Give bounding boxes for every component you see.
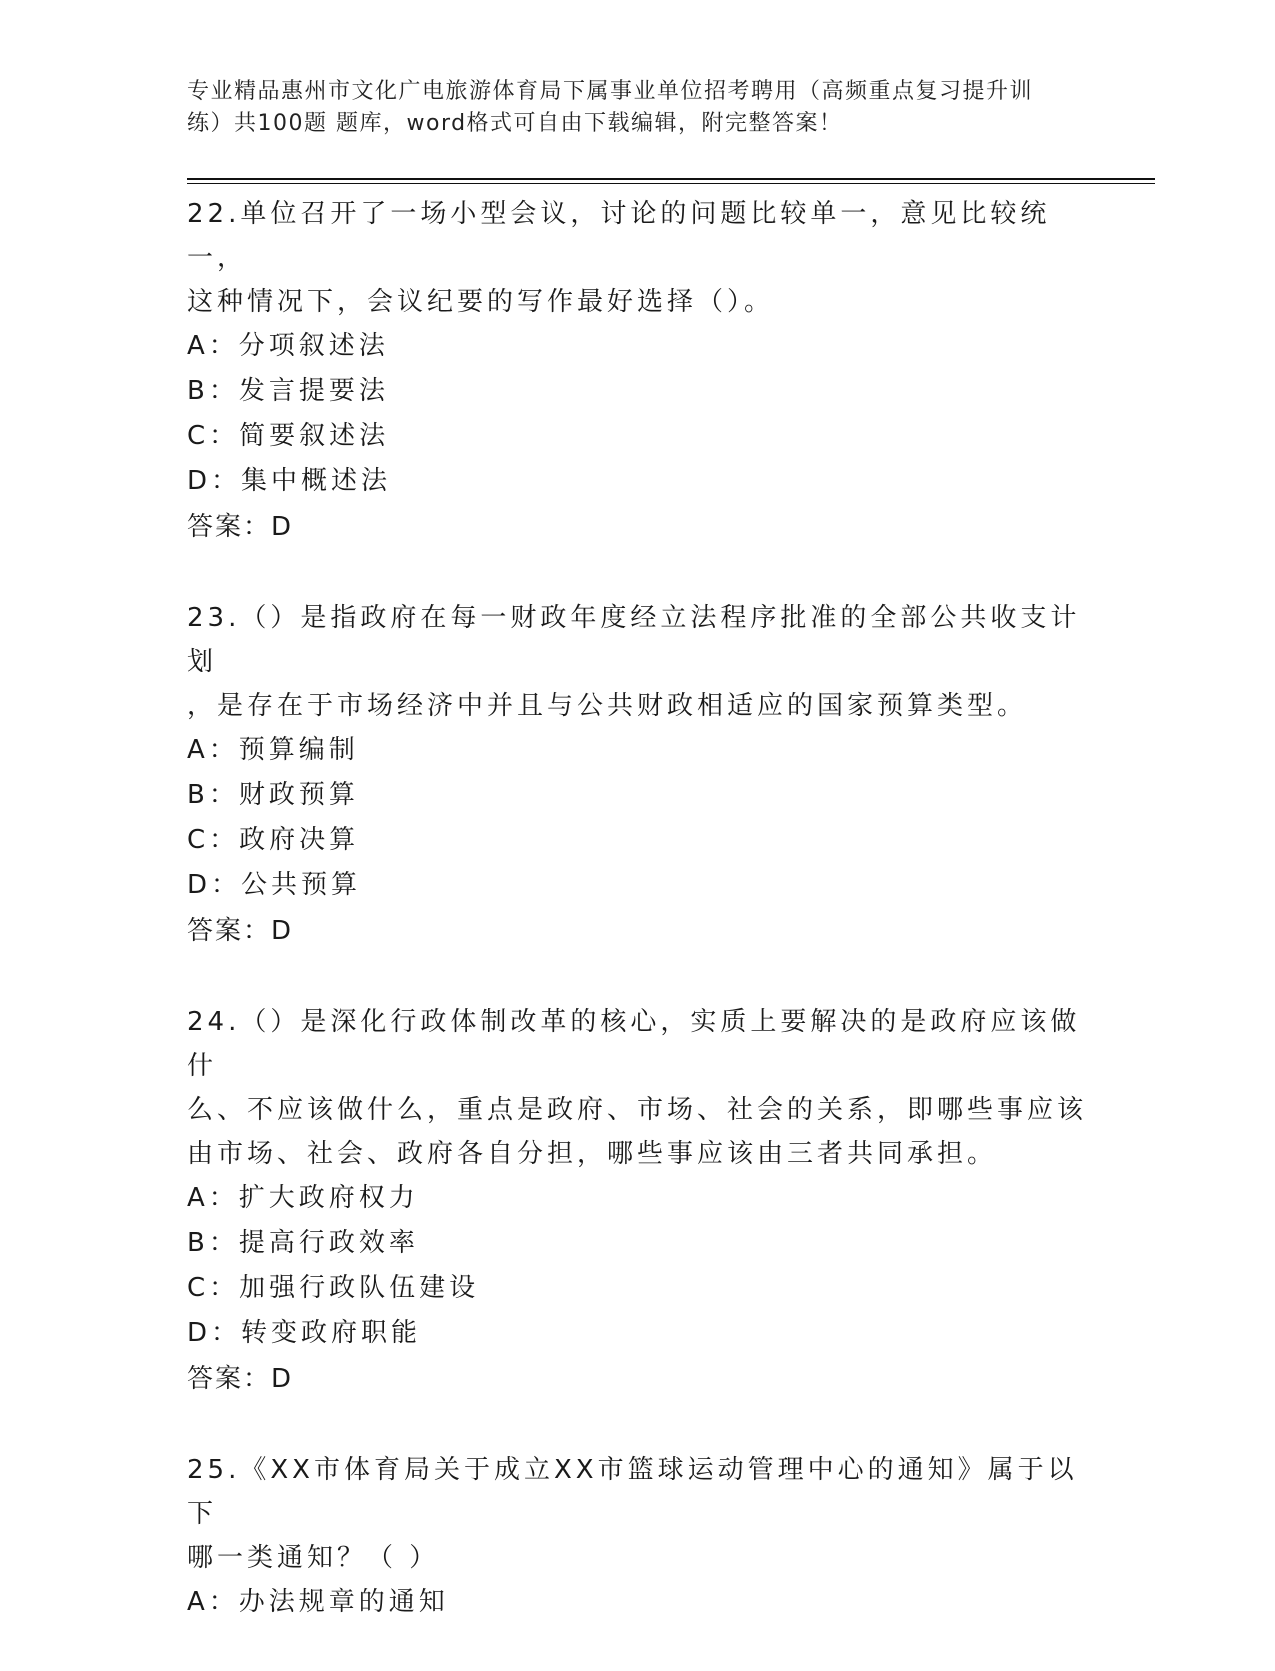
question-22 bbox=[187, 192, 1087, 550]
header-rule-thick bbox=[187, 178, 1155, 180]
question-stem-line: 由市场、社会、政府各自分担，哪些事应该由三者共同承担。 bbox=[187, 1139, 998, 1169]
question-24 bbox=[187, 1000, 1087, 1402]
option-a: A：分项叙述法 bbox=[187, 331, 389, 361]
question-23 bbox=[187, 596, 1087, 954]
option-c: C：政府决算 bbox=[187, 825, 360, 855]
answer-line: 答案：D bbox=[187, 916, 294, 946]
page-header bbox=[187, 76, 1087, 140]
option-b: B：发言提要法 bbox=[187, 376, 389, 406]
option-d: D：转变政府职能 bbox=[187, 1318, 422, 1348]
option-c: C：简要叙述法 bbox=[187, 421, 390, 451]
header-line-1: 专业精品惠州市文化广电旅游体育局下属事业单位招考聘用（高频重点复习提升训 bbox=[187, 79, 1034, 104]
question-stem-line: 24.（）是深化行政体制改革的核心，实质上要解决的是政府应该做什 bbox=[187, 1007, 1081, 1081]
option-a: A：办法规章的通知 bbox=[187, 1587, 449, 1617]
option-b: B：财政预算 bbox=[187, 780, 359, 810]
option-d: D：集中概述法 bbox=[187, 466, 392, 496]
header-line-2: 练）共100题 题库，word格式可自由下载编辑，附完整答案！ bbox=[187, 111, 843, 136]
question-stem-line: 23.（）是指政府在每一财政年度经立法程序批准的全部公共收支计划 bbox=[187, 603, 1081, 677]
option-b: B：提高行政效率 bbox=[187, 1228, 419, 1258]
question-stem-line: ，是存在于市场经济中并且与公共财政相适应的国家预算类型。 bbox=[187, 691, 1028, 721]
question-stem-line: 25.《XX市体育局关于成立XX市篮球运动管理中心的通知》属于以下 bbox=[187, 1455, 1078, 1529]
option-a: A：预算编制 bbox=[187, 735, 359, 765]
question-stem-line: 哪一类通知？（ ） bbox=[187, 1543, 440, 1573]
answer-line: 答案：D bbox=[187, 512, 294, 542]
option-a: A：扩大政府权力 bbox=[187, 1183, 419, 1213]
question-stem-line: 22.单位召开了一场小型会议，讨论的问题比较单一，意见比较统一， bbox=[187, 199, 1051, 273]
option-c: C：加强行政队伍建设 bbox=[187, 1273, 480, 1303]
answer-line: 答案：D bbox=[187, 1364, 294, 1394]
header-rule-thin bbox=[187, 183, 1155, 184]
question-list bbox=[187, 192, 1087, 1671]
option-d: D：公共预算 bbox=[187, 870, 362, 900]
question-stem-line: 么、不应该做什么，重点是政府、市场、社会的关系，即哪些事应该 bbox=[187, 1095, 1088, 1125]
question-stem-line: 这种情况下，会议纪要的写作最好选择（）。 bbox=[187, 287, 775, 317]
question-25 bbox=[187, 1448, 1087, 1625]
